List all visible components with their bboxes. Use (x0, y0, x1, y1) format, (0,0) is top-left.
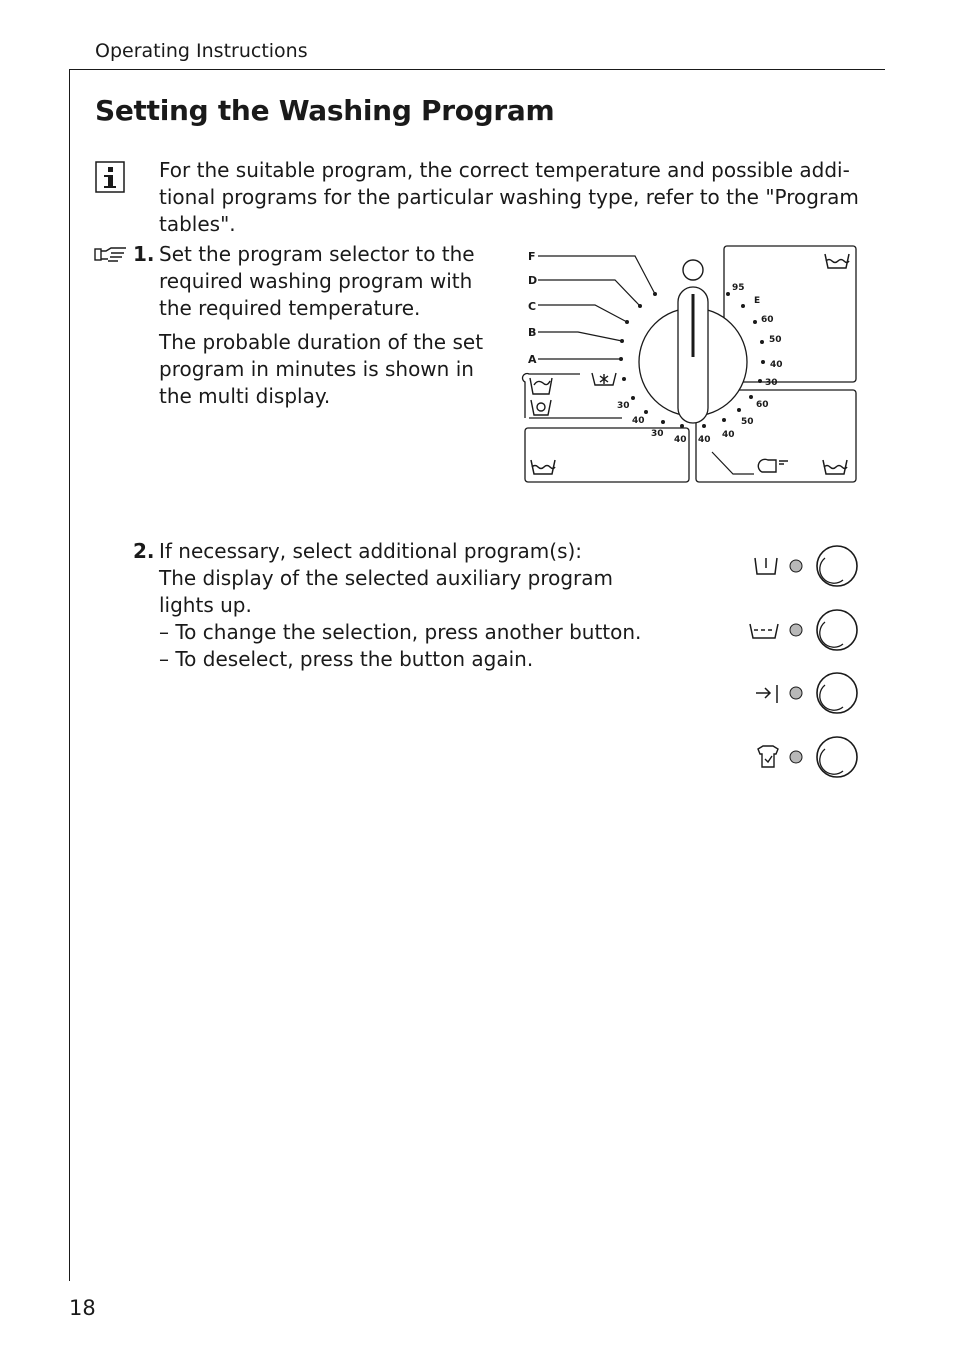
soak-icon (750, 624, 778, 638)
quick-wash-button-row (756, 673, 857, 713)
dial-temp: 30 (617, 401, 630, 411)
dial-temp: 40 (722, 430, 735, 440)
step-1-text-b: The probable duration of the set program in minutes is shown in the multi display. (159, 330, 484, 408)
page-number: 18 (69, 1296, 96, 1320)
wash-tub-icon (531, 460, 555, 474)
dial-temp: 50 (741, 417, 754, 427)
dial-temp: 95 (732, 283, 745, 293)
dial-temp: 30 (765, 378, 778, 388)
margin-rule (69, 69, 70, 1281)
quick-wash-button[interactable] (817, 673, 857, 713)
header-section-label: Operating Instructions (95, 40, 308, 62)
quick-wash-icon (756, 685, 777, 703)
header-rule (69, 69, 885, 70)
step-2-number: 2. (133, 539, 155, 563)
dial-letter: C (528, 300, 537, 313)
soak-button-row (750, 610, 857, 650)
easy-iron-button[interactable] (817, 737, 857, 777)
wool-wash-icon (530, 378, 552, 394)
step-2-line-3: – To change the selection, press another button. (159, 620, 642, 644)
iron-icon (758, 459, 788, 472)
soak-button[interactable] (817, 610, 857, 650)
page-title: Setting the Washing Program (95, 94, 555, 127)
indicator-light (790, 687, 802, 699)
dial-temp: 60 (761, 315, 774, 325)
dial-letter: D (528, 274, 538, 287)
dial-temp: 40 (674, 435, 687, 445)
wash-tub-icon (825, 254, 849, 268)
dial-temp: 40 (632, 416, 645, 426)
dial-letter: B (528, 326, 537, 339)
prewash-icon (755, 558, 777, 574)
wash-tub-icon (823, 460, 847, 474)
dial-temp: E (754, 296, 761, 306)
dial-letter: A (528, 353, 537, 366)
indicator-light (790, 560, 802, 572)
dial-temp: 50 (769, 335, 782, 345)
easy-iron-icon (758, 746, 778, 767)
prewash-button-row (755, 546, 857, 586)
info-icon (95, 161, 125, 193)
step-1-text-a: Set the program selector to the required washing program with the required temperature. (159, 242, 475, 320)
easy-iron-button-row (758, 737, 857, 777)
info-note: For the suitable program, the correct temperature and possible addi-tional programs for the particular washing type, refer to the "Program tables". (159, 158, 859, 236)
dial-temp: 60 (756, 400, 769, 410)
dial-letter: F (528, 250, 536, 263)
indicator-light (790, 751, 802, 763)
delicates-icon (531, 400, 551, 415)
dial-temp: 30 (651, 429, 664, 439)
prewash-button[interactable] (817, 546, 857, 586)
step-2-line-2: The display of the selected auxiliary program lights up. (159, 566, 614, 617)
program-selector-diagram (520, 242, 860, 487)
auxiliary-program-buttons (748, 540, 863, 785)
step-2-line-1: If necessary, select additional program(s): (159, 539, 583, 563)
dial-temp: 40 (698, 435, 711, 445)
step-1-number: 1. (133, 242, 155, 266)
pointing-hand-icon (94, 245, 128, 265)
step-2-line-4: – To deselect, press the button again. (159, 647, 534, 671)
indicator-light (790, 624, 802, 636)
dial-temp: 40 (770, 360, 783, 370)
cold-wash-icon (592, 373, 616, 385)
